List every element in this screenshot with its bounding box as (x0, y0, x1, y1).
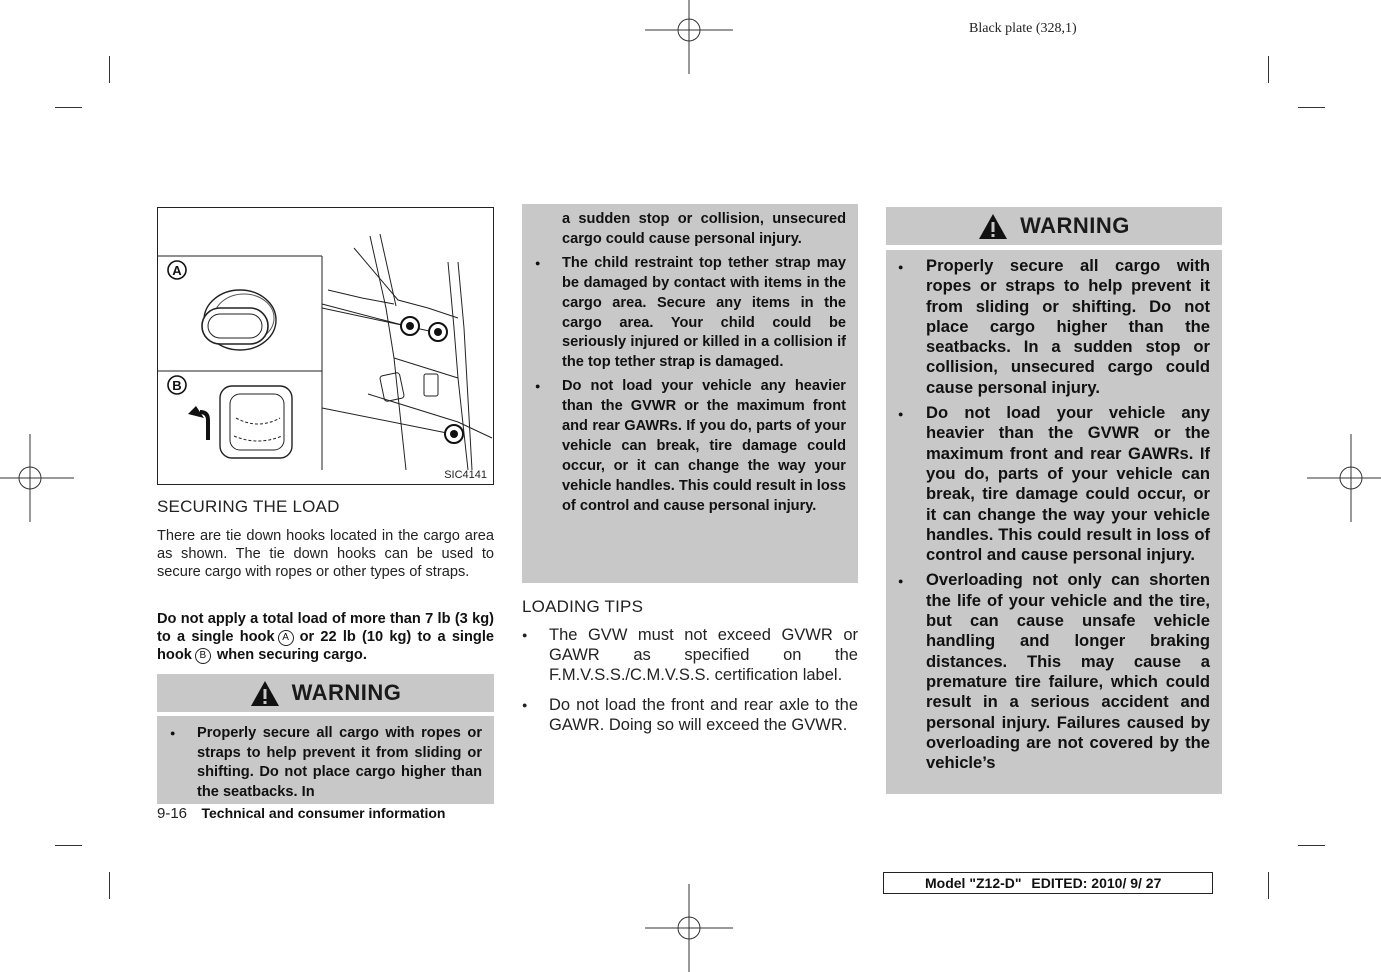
cargo-hook-figure (157, 207, 494, 485)
model-prefix: Model (925, 875, 966, 891)
section-title: SECURING THE LOAD (157, 497, 340, 516)
footer-section-title: Technical and consumer information (201, 805, 446, 821)
page-number: 9-16 (157, 805, 188, 822)
registration-mark-icon (0, 434, 74, 522)
warning-continuation: a sudden stop or collision, unsecured cargo could cause personal injury. (562, 211, 846, 247)
figure-label-a: A (172, 263, 182, 278)
page-footer (157, 805, 446, 823)
warning-item: ● Properly secure all cargo with ropes or straps to help prevent it from sliding or shifting. Do not place cargo higher than the seatbacks. In (157, 724, 494, 803)
caution-part3: when securing cargo. (216, 647, 367, 663)
crop-mark (109, 56, 110, 83)
hook-a-badge: A (278, 630, 294, 646)
warning-triangle-icon (978, 213, 1008, 240)
warning-triangle-icon (250, 680, 280, 707)
registration-mark-icon (645, 884, 733, 972)
warning-title: WARNING (291, 680, 402, 705)
edited-date: EDITED: 2010/ 9/ 27 (1031, 875, 1162, 891)
loading-tips-list (522, 625, 858, 745)
tip-item: ● The GVW must not exceed GVWR or GAWR as specified on the F.M.V.S.S./C.M.V.S.S. certification label. (522, 625, 858, 685)
caution-part2: or 22 lb (10 kg) to a single hook (157, 629, 494, 663)
figure-code: SIC4141 (444, 469, 487, 481)
plate-info: Black plate (328,1) (969, 21, 1077, 36)
warning-body (886, 250, 1222, 794)
warning-header (886, 207, 1222, 245)
warning-continued-body (522, 204, 858, 583)
crop-mark (1268, 56, 1269, 83)
caution-part1: Do not apply a total load of more than 7 lb (3 kg) to a single hook (157, 611, 494, 645)
crop-mark (55, 845, 82, 846)
warning-body (157, 716, 494, 804)
load-caution (157, 610, 494, 664)
crop-mark (1298, 845, 1325, 846)
section-body: There are tie down hooks located in the cargo area as shown. The tie down hooks can be used to secure cargo with ropes or other types of straps. (157, 528, 494, 580)
crop-mark (109, 872, 110, 899)
warning-item: ● Overloading not only can shorten the life of your vehicle and the tire, but can cause unsafe vehicle handling and longer braking distances. This may cause a premature tire failure, which could result in a serious accident and personal injury. Failures caused by overloading are not covered by the vehicle’s (886, 570, 1222, 773)
warning-item: ● Do not load your vehicle any heavier than the GVWR or the maximum front and rear GAWRs. If you do, parts of your vehicle can break, tire damage could occur, or it can change the way your vehicle handles. This could result in loss of control and cause personal injury. (886, 403, 1222, 565)
model-code: "Z12-D" (969, 875, 1022, 891)
registration-mark-icon (1307, 434, 1381, 522)
tip-item: ● Do not load the front and rear axle to the GAWR. Doing so will exceed the GVWR. (522, 695, 858, 735)
warning-title: WARNING (1020, 213, 1130, 238)
crop-mark (1268, 872, 1269, 899)
hook-b-badge: B (195, 648, 211, 664)
loading-tips-title: LOADING TIPS (522, 597, 644, 616)
model-edited-box (883, 872, 1213, 894)
warning-item: ● Do not load your vehicle any heavier than the GVWR or the maximum front and rear GAWRs. If you do, parts of your vehicle can break, tire damage could occur, or it can change the way your vehicle handles. This could result in loss of control and cause personal injury. (522, 377, 858, 516)
cargo-hook-illustration (158, 208, 493, 484)
crop-mark (55, 107, 82, 108)
warning-item: ● The child restraint top tether strap may be damaged by contact with items in the cargo area. Secure any items in the cargo area. Your child could be seriously injured or killed in a collision if the top tether strap is damaged. (522, 254, 858, 373)
figure-label-b: B (172, 378, 182, 393)
crop-mark (1298, 107, 1325, 108)
warning-header (157, 674, 494, 712)
warning-item: ● Properly secure all cargo with ropes or straps to help prevent it from sliding or shifting. Do not place cargo higher than the seatbacks. In a sudden stop or collision, unsecured cargo could cause personal injury. (886, 256, 1222, 398)
registration-mark-icon (645, 0, 733, 74)
